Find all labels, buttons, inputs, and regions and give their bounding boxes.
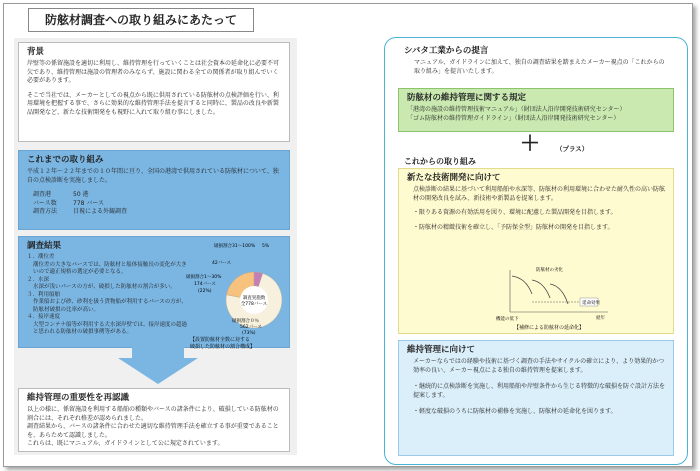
future-label: これからの取り組み xyxy=(404,157,476,166)
maintenance-intro: メーカーならではの経験や技術に基づく調査の手法やサイクルの確立により、より効果的かつ効率の良い、メーカー視点による独自の維持管理を提案します。 xyxy=(413,358,665,374)
pie-label-bottom-pct: (73%) xyxy=(242,331,256,336)
importance-section xyxy=(18,388,290,452)
pie-caption-2: 破損した防舷材の割合構成】 xyxy=(190,344,256,350)
graph-curve-1 xyxy=(512,276,532,294)
pie-label-left: 破損割合1～30% xyxy=(186,275,222,280)
past-efforts-desc: 平成１２年～２２年までの１０年間に亘り、全国の港湾で供用されている防舷材について、独自の点検診断を実施しました。 xyxy=(27,168,279,184)
background-para-2: そこで当社では、メーカーとしての視点から既に供用されている防舷材の点検評価を行い、利用環境を把握する事で、さらに効果的な維持管理手法を提言すると同時に、製品の改良や新製品開発など、新たな技術開発をも視野に入れて取り組む事にしました。 xyxy=(27,91,279,116)
maintenance-bullet-2: ・軽度な破損のうちに防舷材の補修を実施し、防舷材の延命化を図ります。 xyxy=(413,408,617,416)
past-efforts-heading: これまでの取り組み xyxy=(27,155,104,165)
importance-para-3: これらは、既にマニュアル、ガイドラインとして公に規定されています。 xyxy=(27,440,224,448)
past-row-berths: バース数 778 バース xyxy=(33,199,105,207)
rules-heading: 防舷材の維持管理に関する規定 xyxy=(407,93,527,103)
background-heading: 背景 xyxy=(27,47,45,57)
proposal-heading: シバタ工業からの提言 xyxy=(404,46,489,56)
past-row-ports: 調査港 50 港 xyxy=(33,191,89,199)
pie-center-value: 全778バース xyxy=(240,302,268,307)
proposal-text: マニュアル、ガイドラインに加えて、独自の調査結果を踏まえたメーカー視点の「これからの取り組み」を提言いたします。 xyxy=(414,59,665,75)
graph-y-label: 機能の低下 xyxy=(496,317,519,322)
proposal-section xyxy=(396,42,676,82)
rules-line-2: 「ゴム防舷材の維持管理ガイドライン」（財団法人沿岸開発技術研究センター） xyxy=(407,114,620,122)
pie-label-bottom: 破損割合０％ xyxy=(232,319,259,324)
plus-label: （プラス） xyxy=(556,145,589,153)
pie-label-bottom-sub: 562バース xyxy=(240,325,262,330)
result-item-1: １．潮位差 潮位差の大きなバースでは、防舷材と船体接触長の変化が大きいので適正規格の選定が必要となる。 xyxy=(27,254,187,275)
tech-heading: 新たな技術開発に向けて xyxy=(407,173,501,183)
past-efforts-section xyxy=(18,150,290,230)
maintenance-bullet-1: ・継続的に点検診断を実施し、利用船舶や岸壁条件から生じる特徴的な破損を防ぐ設計方法を提案します。 xyxy=(413,383,666,399)
result-item-4: ４．接岸速度 大型コンテナ船等が利用する大水深岸壁では、接岸速度の超過と思われる防舷材の破損事例等がある。 xyxy=(27,314,188,335)
pie-label-left-sub: 174バース xyxy=(194,282,216,287)
tech-bullet-1: ・限りある資源の有効活用を図り、環境に配慮した製品開発を目指します。 xyxy=(413,209,617,217)
pie-label-left-pct: (22%) xyxy=(198,289,212,294)
rules-section xyxy=(398,88,674,132)
graph-top-label: 防舷材の劣化 xyxy=(536,268,563,273)
page-title: 防舷材調査への取り組みにあたって xyxy=(28,8,254,32)
tech-intro: 点検診断の結果に基づいて利用船舶や水深等、防舷材の利用環境に合わせた耐久性の高い防舷材の開発改良を試み、新技術や新製品を提案します。 xyxy=(413,186,666,202)
background-section xyxy=(18,42,290,142)
graph-x-label: 経年 xyxy=(596,316,605,321)
maintenance-section xyxy=(398,340,674,456)
importance-heading: 維持管理の重要性を再認識 xyxy=(27,393,130,403)
plus-icon: ＋ xyxy=(520,131,540,155)
results-heading: 調査結果 xyxy=(27,241,62,251)
rules-line-1: 「港湾の施設の維持管理技術マニュアル」（財団法人沿岸開発技術研究センター） xyxy=(407,106,626,113)
importance-para-2: 調査結果から、バースの諸条件に合わせた適切な維持管理手法を確立する事が重要であることを、あらためて認識しました。 xyxy=(27,423,279,439)
importance-para-1: 以上の様に、係留施設を利用する船舶の種類やバースの諸条件により、破損している防舷材の割合には、それぞれ格差が認められました。 xyxy=(27,406,279,422)
graph-curve-2 xyxy=(532,280,550,298)
graph-caption: 【補修による防舷材の延命化】 xyxy=(514,325,585,331)
background-para-1: 岸壁等の係留施設を適切に利用し、維持管理を行っていくことは社会資本の延命化に必要不可欠であり、維持管理は施設の管理者のみならず、施設に関わる全ての関係者が取り組んでいく必要があります。 xyxy=(27,60,280,85)
damage-pie-chart xyxy=(184,238,290,350)
tech-bullet-2: ・防舷材の精緻技術を確立し、「予防保全型」防舷材の開発を目指します。 xyxy=(413,223,614,231)
past-row-method: 調査方法 目視による外観調査 xyxy=(33,208,128,216)
lifespan-graph xyxy=(496,262,616,332)
maintenance-heading: 維持管理に向けて xyxy=(407,345,476,355)
result-item-3: ３．利用船舶 作業船および砂、砂利を扱う貨物船が利用するバースの方が、防舷材破損の比率が高い。 xyxy=(27,291,187,313)
result-item-2: ２．水深 水深が浅いバースの方が、破損した防舷材の割合が多い。 xyxy=(27,276,176,290)
pie-label-top-pct: 5% xyxy=(262,244,270,249)
pie-label-top: 破損割合31～100% xyxy=(214,244,256,249)
graph-curve-3 xyxy=(550,284,568,304)
down-arrow-icon xyxy=(118,358,198,384)
pie-label-right-small: 42バース xyxy=(212,261,232,266)
pie-center-label: 調査実施数 xyxy=(242,296,266,301)
graph-effect-label: 延命効果 xyxy=(582,301,600,306)
pie-caption-1: 【設置防舷材全数に対する xyxy=(190,337,251,343)
